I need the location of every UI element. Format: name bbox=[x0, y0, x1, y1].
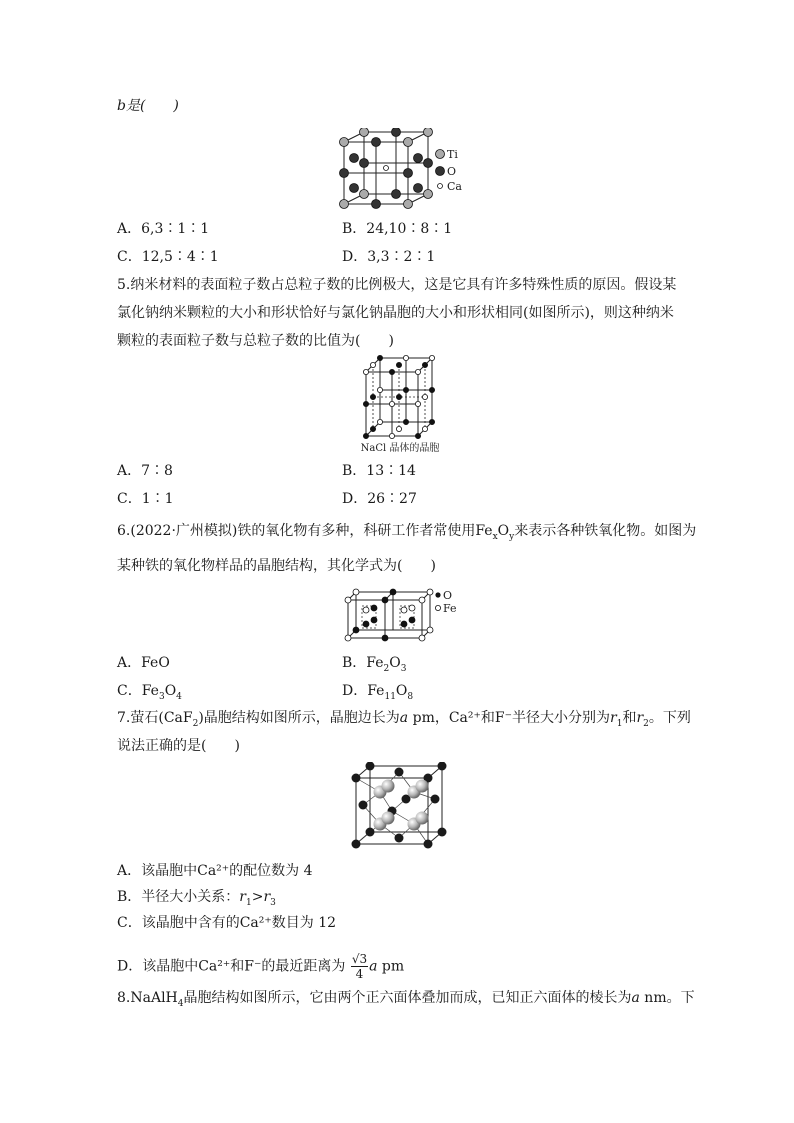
q7-l1-a: 7.萤石(CaF bbox=[117, 710, 193, 726]
legend-o: O bbox=[447, 165, 457, 178]
q7-l1-r-2: r bbox=[636, 710, 644, 726]
q7-l1-e: 。下列 bbox=[648, 710, 691, 726]
q6-opt-d-pre: D．Fe bbox=[342, 683, 385, 699]
q5-option-d[interactable]: D．26∶27 bbox=[342, 491, 417, 507]
q6-opt-c-s1: 3 bbox=[158, 691, 165, 702]
nacl-caption: NaCl 晶体的晶胞 bbox=[360, 443, 440, 454]
q7-l1-r1: 1 bbox=[616, 718, 623, 729]
q7-l1-b: )晶胞结构如图所示，晶胞边长为 bbox=[198, 710, 400, 726]
q4-option-b[interactable]: B．24,10∶8∶1 bbox=[342, 221, 453, 237]
legend-ti: Ti bbox=[447, 148, 458, 161]
q6-sub-y: y bbox=[509, 531, 515, 542]
q6-opt-d-s1: 11 bbox=[384, 691, 396, 702]
q7-opt-b-3: 3 bbox=[270, 897, 276, 908]
q6-opt-b-s2: 3 bbox=[400, 663, 407, 674]
q7-option-d[interactable] bbox=[117, 952, 404, 981]
q6-opt-c-pre: C．Fe bbox=[117, 683, 159, 699]
iron-oxide-figure bbox=[340, 586, 460, 644]
q4-stem-tail bbox=[117, 96, 179, 116]
q7-opt-d-pre: D．该晶胞中Ca²⁺和F⁻的最近距离为 bbox=[117, 958, 346, 975]
q6-option-a[interactable]: A．FeO bbox=[117, 655, 170, 671]
q6-line-1-pre: 6.(2022·广州模拟)铁的氧化物有多种，科研工作者常使用Fe bbox=[117, 523, 493, 539]
q6-line-1-o: O bbox=[497, 523, 510, 539]
q6-line-1 bbox=[117, 521, 696, 547]
legend-fe: Fe bbox=[443, 602, 457, 615]
nacl-cell-figure bbox=[350, 352, 450, 456]
caf2-figure bbox=[346, 762, 450, 850]
q8-l1-a: 8.NaAlH bbox=[117, 990, 178, 1006]
q7-line-2: 说法正确的是( ) bbox=[117, 738, 240, 754]
q4-stem-tail-text: b是( ) bbox=[117, 98, 179, 114]
q5-line-1: 5.纳米材料的表面粒子数占总粒子数的比例极大，这是它具有许多特殊性质的原因。假设某 bbox=[117, 277, 677, 293]
q8-line-1 bbox=[117, 988, 695, 1014]
q7-opt-d-den: 4 bbox=[355, 967, 364, 981]
q7-l1-d: 和 bbox=[622, 710, 637, 726]
q4-option-a[interactable]: A．6,3∶1∶1 bbox=[117, 221, 210, 237]
q7-opt-b-1: 1 bbox=[246, 897, 252, 908]
q5-line-3: 颗粒的表面粒子数与总粒子数的比值为( ) bbox=[117, 333, 394, 349]
q6-opt-c-mid: O bbox=[164, 683, 177, 699]
q6-opt-b-pre: B．Fe bbox=[342, 655, 384, 671]
q7-opt-d-a: a bbox=[369, 958, 378, 975]
q7-l1-sub: 2 bbox=[192, 718, 199, 729]
q7-opt-d-fraction bbox=[351, 952, 368, 981]
q5-line-2: 氯化钠纳米颗粒的大小和形状恰好与氯化钠晶胞的大小和形状相同(如图所示)，则这种纳米 bbox=[117, 305, 674, 321]
q7-option-c[interactable]: C．该晶胞中含有的Ca²⁺数目为 12 bbox=[117, 915, 337, 931]
q7-option-a[interactable]: A．该晶胞中Ca²⁺的配位数为 4 bbox=[117, 863, 313, 879]
q7-line-1 bbox=[117, 708, 691, 734]
q6-option-c[interactable] bbox=[117, 681, 182, 707]
q6-opt-d-mid: O bbox=[395, 683, 408, 699]
q7-opt-b-gt: > bbox=[251, 889, 264, 905]
perovskite-figure bbox=[334, 128, 474, 210]
q6-option-b[interactable] bbox=[342, 653, 406, 679]
q7-opt-d-unit: pm bbox=[377, 958, 405, 975]
q7-opt-b-pre: B．半径大小关系： bbox=[117, 889, 240, 905]
legend-o-2: O bbox=[443, 589, 453, 602]
q6-opt-c-s2: 4 bbox=[176, 691, 182, 702]
q8-l1-b: 晶胞结构如图所示，它由两个正六面体叠加而成，已知正六面体的棱长为 bbox=[183, 990, 632, 1006]
q8-l1-sub: 4 bbox=[177, 998, 184, 1009]
q6-opt-b-mid: O bbox=[389, 655, 401, 671]
q6-sub-x: x bbox=[492, 531, 498, 542]
q7-l1-c: pm，Ca²⁺和F⁻半径大小分别为 bbox=[408, 710, 611, 726]
q4-option-c[interactable]: C．12,5∶4∶1 bbox=[117, 249, 219, 265]
q6-option-d[interactable] bbox=[342, 681, 413, 707]
q7-opt-d-num: √3 bbox=[351, 952, 368, 966]
q7-l1-r: r bbox=[610, 710, 617, 726]
q6-opt-d-s2: 8 bbox=[407, 691, 414, 702]
q8-l1-avar: a bbox=[631, 990, 640, 1006]
q5-option-c[interactable]: C．1∶1 bbox=[117, 491, 174, 507]
q7-opt-b-r-2: r bbox=[263, 889, 271, 905]
q5-option-a[interactable]: A．7∶8 bbox=[117, 463, 173, 479]
q7-option-b[interactable] bbox=[117, 887, 276, 913]
q7-opt-b-r: r bbox=[239, 889, 246, 905]
q4-option-d[interactable]: D．3,3∶2∶1 bbox=[342, 249, 436, 265]
q6-opt-b-s1: 2 bbox=[383, 663, 390, 674]
q6-line-2: 某种铁的氧化物样品的晶胞结构，其化学式为( ) bbox=[117, 558, 436, 574]
legend-ca: Ca bbox=[447, 180, 462, 193]
q6-line-1-post: 来表示各种铁氧化物。如图为 bbox=[514, 523, 697, 539]
q8-l1-c: nm。下 bbox=[639, 990, 695, 1006]
q7-l1-r2: 2 bbox=[643, 718, 649, 729]
q7-l1-avar: a bbox=[399, 710, 409, 726]
q5-option-b[interactable]: B．13∶14 bbox=[342, 463, 416, 479]
